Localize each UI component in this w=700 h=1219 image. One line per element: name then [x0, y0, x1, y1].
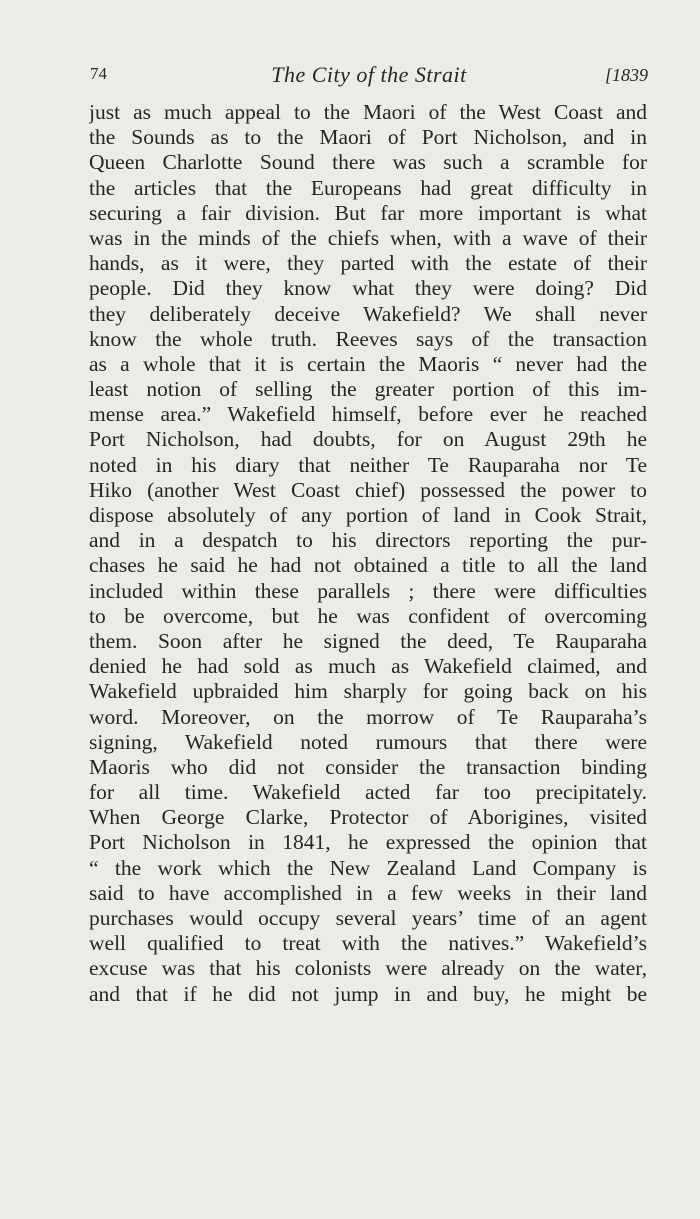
text-line: Port Nicholson in 1841, he expressed the opinion that [89, 830, 647, 855]
text-line: included within these parallels ; there were difficulties [89, 578, 647, 603]
text-line: excuse was that his colonists were already on the water, [89, 956, 647, 981]
text-line: said to have accomplished in a few weeks in their land [89, 880, 647, 905]
text-line: and in a despatch to his directors reporting the pur- [89, 528, 647, 553]
text-line: “ the work which the New Zealand Land Company is [89, 855, 647, 880]
text-line: purchases would occupy several years’ time of an agent [89, 906, 647, 930]
text-line: word. Moreover, on the morrow of Te Rauparaha’s [89, 704, 647, 729]
text-line: Queen Charlotte Sound there was such a scramble for [89, 150, 647, 175]
running-title: The City of the Strait [271, 62, 467, 87]
text-line: people. Did they know what they were doing? Did [89, 276, 647, 301]
text-line: them. Soon after he signed the deed, Te Rauparaha [89, 628, 647, 653]
text-line: Maoris who did not consider the transaction binding [89, 754, 647, 779]
text-line: they deliberately deceive Wakefield? We shall never [89, 301, 647, 326]
text-line: the articles that the Europeans had great difficulty in [89, 175, 647, 200]
text-line: noted in his diary that neither Te Rauparaha nor Te [89, 452, 647, 477]
body-text [89, 100, 647, 1007]
text-line: denied he had sold as much as Wakefield claimed, and [89, 654, 647, 679]
text-line: well qualified to treat with the natives.” Wakefield’s [89, 931, 647, 956]
page-number: 74 [90, 64, 107, 83]
text-line: for all time. Wakefield acted far too precipitately. [89, 780, 647, 805]
text-line: the Sounds as to the Maori of Port Nicholson, and in [89, 125, 647, 150]
text-line: Wakefield upbraided him sharply for going back on his [89, 679, 647, 704]
text-line: Hiko (another West Coast chief) possessed the power to [89, 477, 647, 502]
text-line: When George Clarke, Protector of Aborigines, visited [89, 805, 647, 830]
text-line: mense area.” Wakefield himself, before ever he reached [89, 402, 647, 427]
running-year: [1839 [604, 65, 648, 85]
text-line: know the whole truth. Reeves says of the transaction [89, 326, 647, 351]
text-line: dispose absolutely of any portion of land in Cook Strait, [89, 503, 647, 527]
text-line: signing, Wakefield noted rumours that there were [89, 729, 647, 754]
text-line: to be overcome, but he was confident of overcoming [89, 603, 647, 628]
text-line: just as much appeal to the Maori of the West Coast and [89, 100, 647, 124]
text-line: as a whole that it is certain the Maoris “ never had the [89, 351, 647, 376]
text-line: securing a fair division. But far more important is what [89, 200, 647, 225]
text-line: was in the minds of the chiefs when, with a wave of their [89, 225, 647, 250]
text-line: hands, as it were, they parted with the estate of their [89, 251, 647, 276]
text-line: Port Nicholson, had doubts, for on August 29th he [89, 427, 647, 452]
text-line: chases he said he had not obtained a title to all the land [89, 553, 647, 578]
text-line: and that if he did not jump in and buy, he might be [89, 981, 647, 1006]
running-head [88, 64, 650, 90]
text-line: least notion of selling the greater portion of this im- [89, 377, 647, 402]
